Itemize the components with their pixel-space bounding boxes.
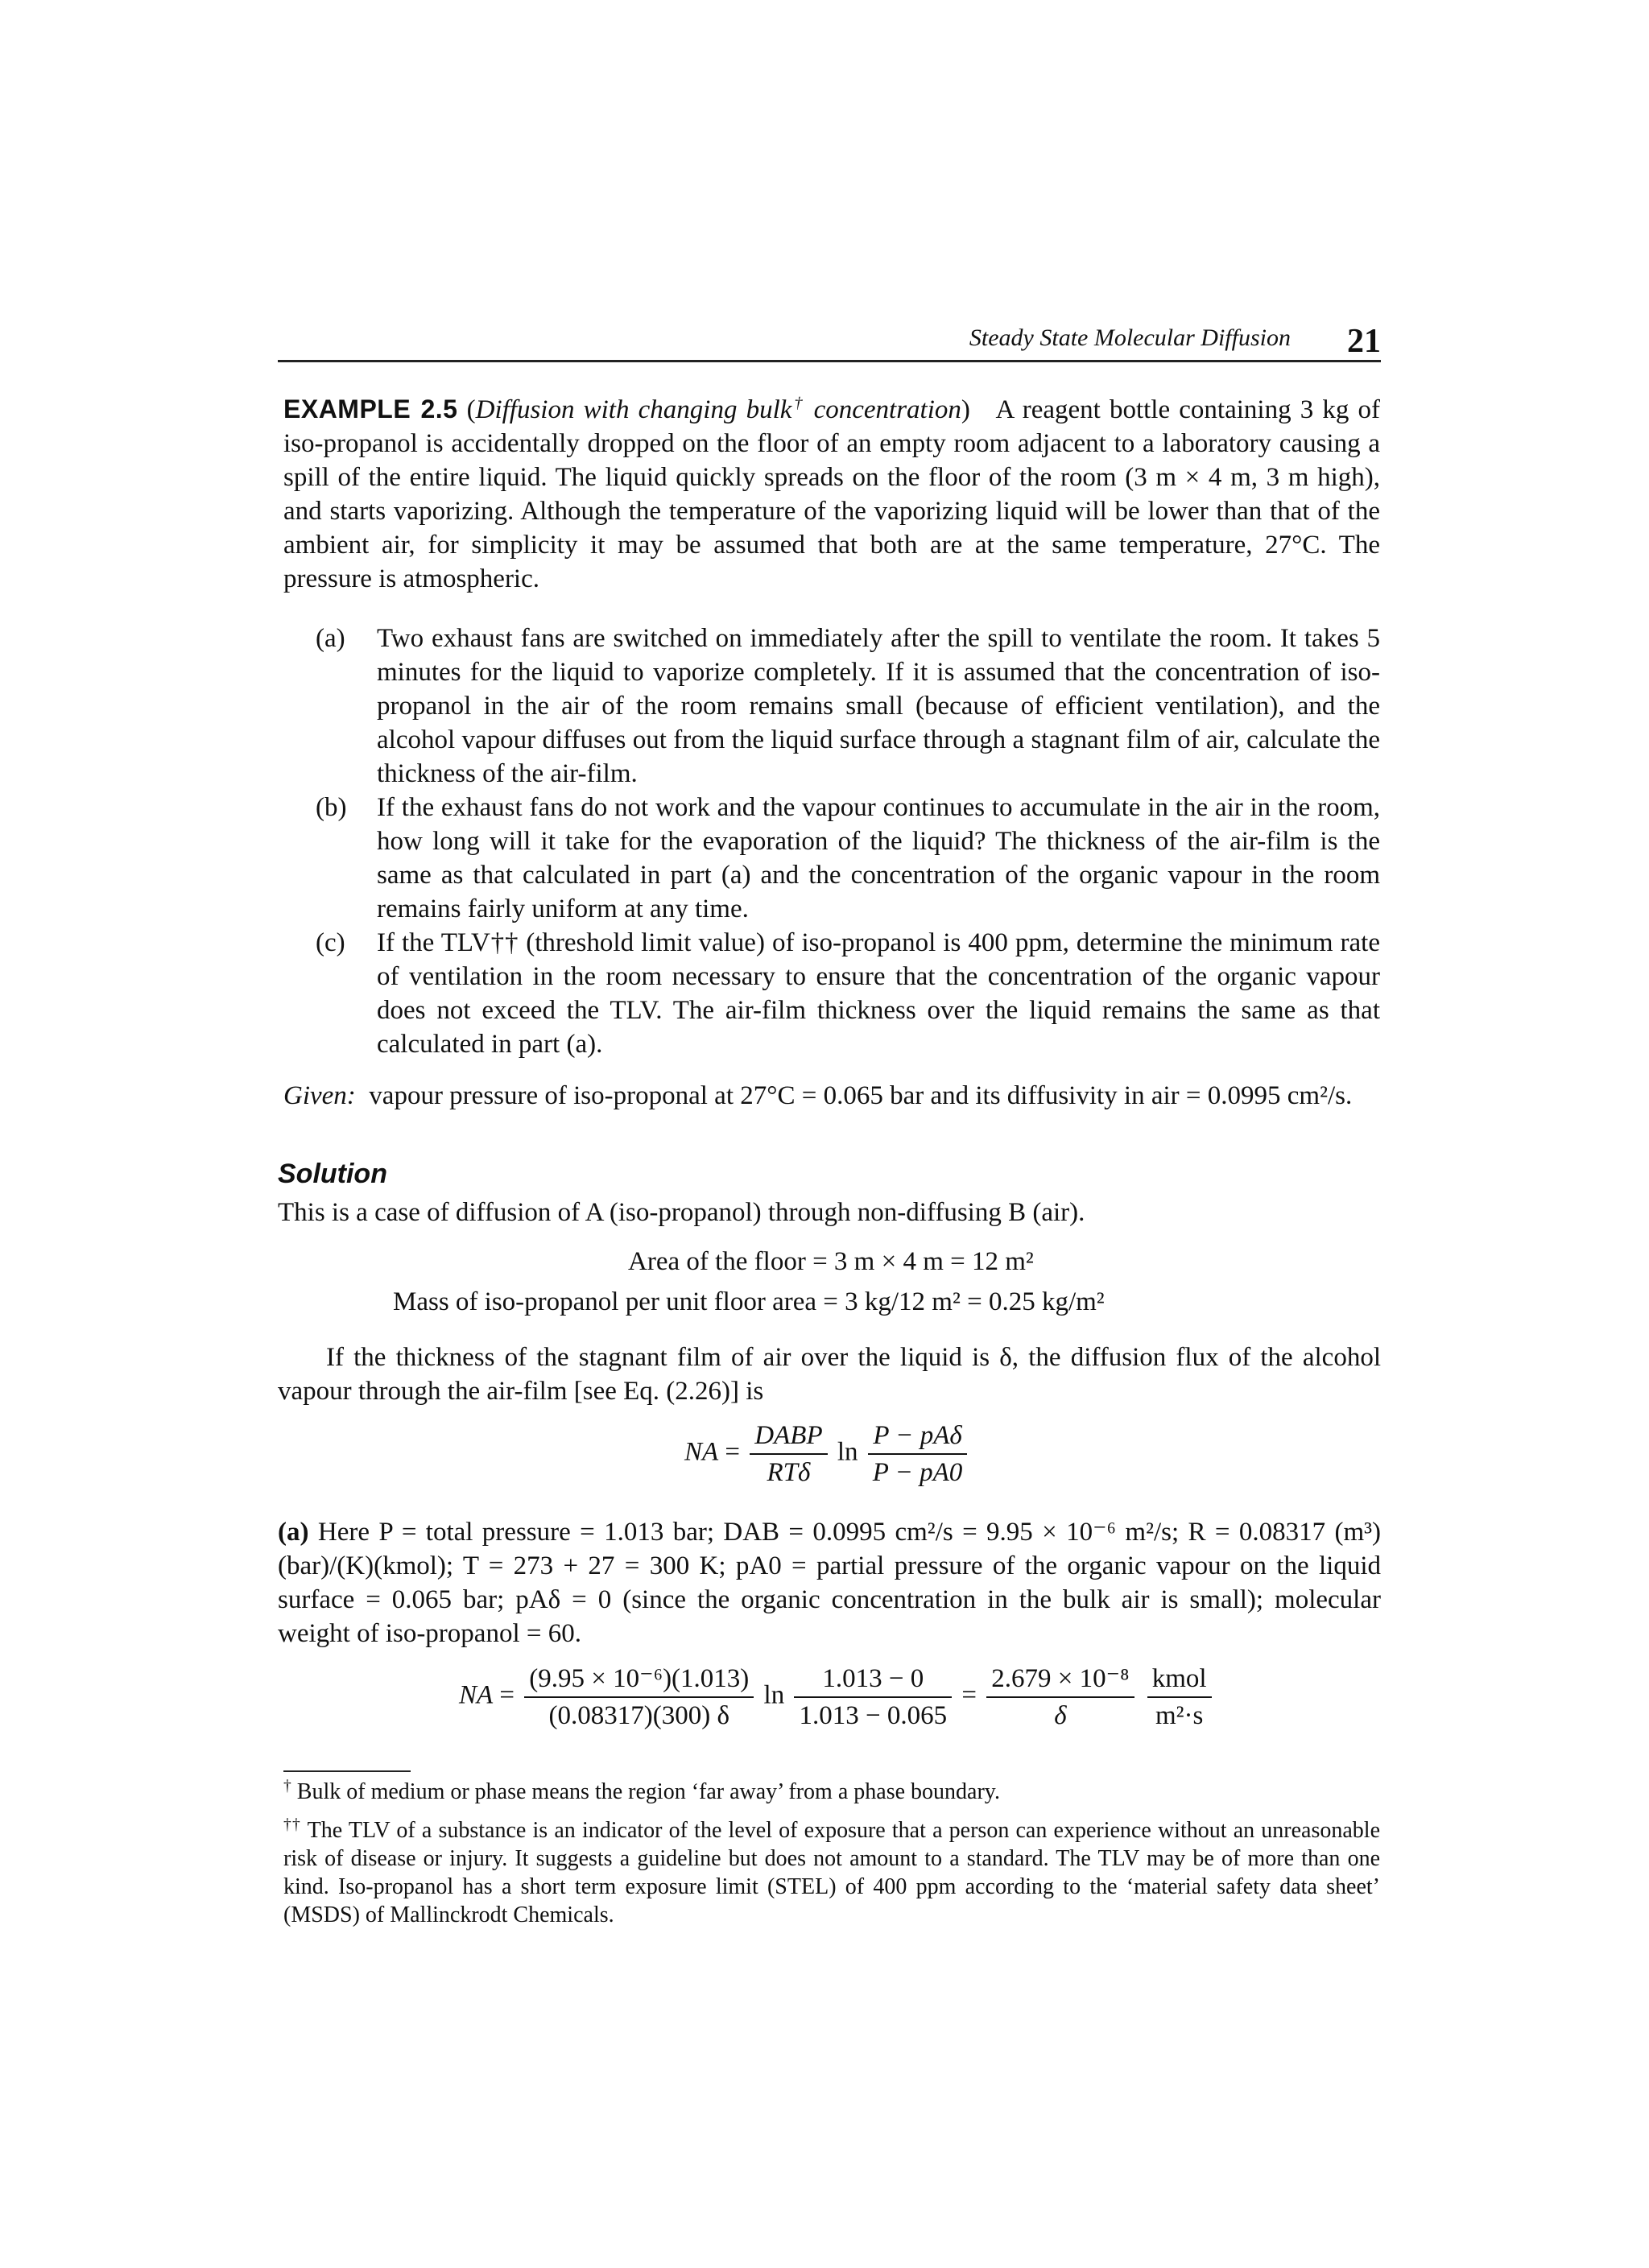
- part-b-label: (b): [316, 793, 347, 822]
- numeric-flux-equation: NA = $\frac{\text{(9.95 × 10⁻⁶)(1.013)}}{(0.08317)(300) \delta}$ ln $\frac{1.013 - 0}{1.013 - 0.065}$ = $\frac{\text{2.679 × 10⁻⁸}}{\delta}$ $\frac{\text{kmol}}{\text{m²·s}}$: [459, 1663, 1215, 1732]
- footnote-2-mark: ††: [283, 1816, 301, 1834]
- page-number: 21: [1347, 323, 1381, 360]
- floor-area-line: Area of the floor = 3 m × 4 m = 12 m²: [628, 1247, 1034, 1276]
- part-c-text: If the TLV†† (threshold limit value) of iso-propanol is 400 ppm, determine the minimum rate of ventilation in the room necessary to ensure that the concentration of the organic vapour does not exceed the TLV. The air-film thickness over the liquid remains the same as that calculated in part (a).: [377, 928, 1380, 1059]
- mass-per-area-line: Mass of iso-propanol per unit floor area = 3 kg/12 m² = 0.25 kg/m²: [393, 1287, 1105, 1316]
- part-a: [283, 622, 1380, 791]
- example-label: EXAMPLE 2.5: [283, 395, 458, 423]
- footnote-2-text: The TLV of a substance is an indicator of the level of exposure that a person can experience without an unreasonable risk of disease or injury. It suggests a guideline but does not amount to a standard. The TLV may be of more than one kind. Iso-propanol has a short term exposure limit (STEL) of 400 ppm according to the ‘material safety data sheet’ (MSDS) of Mallinckrodt Chemicals.: [283, 1818, 1381, 1927]
- part-a-solution-label: (a): [278, 1518, 309, 1547]
- part-b: [283, 791, 1380, 926]
- part-a-solution-text: Here P = total pressure = 1.013 bar; DAB = 0.0995 cm²/s = 9.95 × 10⁻⁶ m²/s; R = 0.08317 (m³)(bar)/(K)(kmol); T = 273 + 27 = 300 K; pA0 = partial pressure of the organic vapour on the liquid surface = 0.065 bar; pAδ = 0 (since the organic concentration in the bulk air is small); molecular weight of iso-propanol = 60.: [278, 1518, 1382, 1648]
- flux-equation: NA = $\frac{\text{DABP}}{\text{RTδ}}$ ln $\frac{\text{P − pAδ}}{P - pA0}$: [684, 1419, 970, 1489]
- running-head: [278, 318, 1381, 362]
- eq2-lhs: NA: [459, 1680, 494, 1710]
- given-text: vapour pressure of iso-proponal at 27°C = 0.065 bar and its diffusivity in air = 0.0995 cm²/s.: [369, 1081, 1353, 1110]
- given-label: Given:: [283, 1081, 356, 1110]
- footnote-rule: [283, 1770, 411, 1772]
- eq2-fraction-3: $\frac{\text{2.679 × 10⁻⁸}}{\delta}$: [986, 1663, 1134, 1732]
- part-a-label: (a): [316, 624, 345, 653]
- flux-intro: If the thickness of the stagnant film of air over the liquid is δ, the diffusion flux of the alcohol vapour through the air-film [see Eq. (2.26)] is: [278, 1343, 1381, 1406]
- part-a-solution: [278, 1515, 1381, 1650]
- eq2-fraction-1: $\frac{\text{(9.95 × 10⁻⁶)(1.013)}}{(0.08317)(300) \delta}$: [524, 1663, 754, 1732]
- example-statement: EXAMPLE 2.5 (Diffusion with changing bulk† concentration) A reagent bottle containing 3 kg of iso-propanol is accidentally dropped on the floor of an empty room adjacent to a laboratory causing a spill of the entire liquid. The liquid quickly spreads on the floor of the room (3 m × 4 m, 3 m high), and starts vaporizing. Although the temperature of the vaporizing liquid will be lower than that of the ambient air, for simplicity it may be assumed that both are at the same temperature, 27°C. The pressure is atmospheric.: [283, 394, 1381, 593]
- solution-intro: This is a case of diffusion of A (iso-propanol) through non-diffusing B (air).: [278, 1198, 1085, 1227]
- footnote-1-text: Bulk of medium or phase means the region ‘far away’ from a phase boundary.: [296, 1779, 1000, 1804]
- eq1-fraction-1: $\frac{\text{DABP}}{\text{RTδ}}$: [750, 1419, 827, 1489]
- eq1-ln: ln: [837, 1437, 858, 1467]
- eq2-unit: $\frac{\text{kmol}}{\text{m²·s}}$: [1147, 1663, 1212, 1732]
- part-c: [283, 926, 1380, 1061]
- given-data: [283, 1079, 1380, 1113]
- running-head-title: Steady State Molecular Diffusion: [969, 324, 1291, 351]
- part-b-text: If the exhaust fans do not work and the vapour continues to accumulate in the air in the room, how long will it take for the evaporation of the liquid? The thickness of the air-film is the same as that calculated in part (a) and the concentration of the organic vapour in the room remains fairly uniform at any time.: [377, 793, 1380, 923]
- part-a-text: Two exhaust fans are switched on immediately after the spill to ventilate the room. It takes 5 minutes for the liquid to vaporize completely. If it is assumed that the concentration of iso-propanol in the air of the room remains small (because of efficient ventilation), and the alcohol vapour diffuses out from the liquid surface through a stagnant film of air, calculate the thickness of the air-film.: [377, 624, 1380, 788]
- eq1-fraction-2: $\frac{\text{P − pAδ}}{P - pA0}$: [868, 1419, 968, 1489]
- example-title: Diffusion with changing bulk† concentration: [475, 394, 961, 424]
- example-intro: A reagent bottle containing 3 kg of iso-propanol is accidentally dropped on the floor of an empty room adjacent to a laboratory causing a spill of the entire liquid. The liquid quickly spreads on the floor of the room (3 m × 4 m, 3 m high), and starts vaporizing. Although the temperature of the vaporizing liquid will be lower than that of the ambient air, for simplicity it may be assumed that both are at the same temperature, 27°C. The pressure is atmospheric.: [283, 395, 1381, 593]
- footnote-2: [283, 1816, 1380, 1929]
- part-c-label: (c): [316, 928, 345, 957]
- solution-heading: Solution: [278, 1159, 387, 1189]
- eq1-lhs: NA: [684, 1437, 719, 1467]
- footnote-1-mark: †: [283, 1778, 291, 1795]
- problem-parts: [283, 622, 1380, 1061]
- eq2-fraction-2: $\frac{1.013 - 0}{1.013 - 0.065}$: [794, 1663, 952, 1732]
- footnote-1: [283, 1778, 1380, 1806]
- eq2-ln: ln: [763, 1680, 785, 1710]
